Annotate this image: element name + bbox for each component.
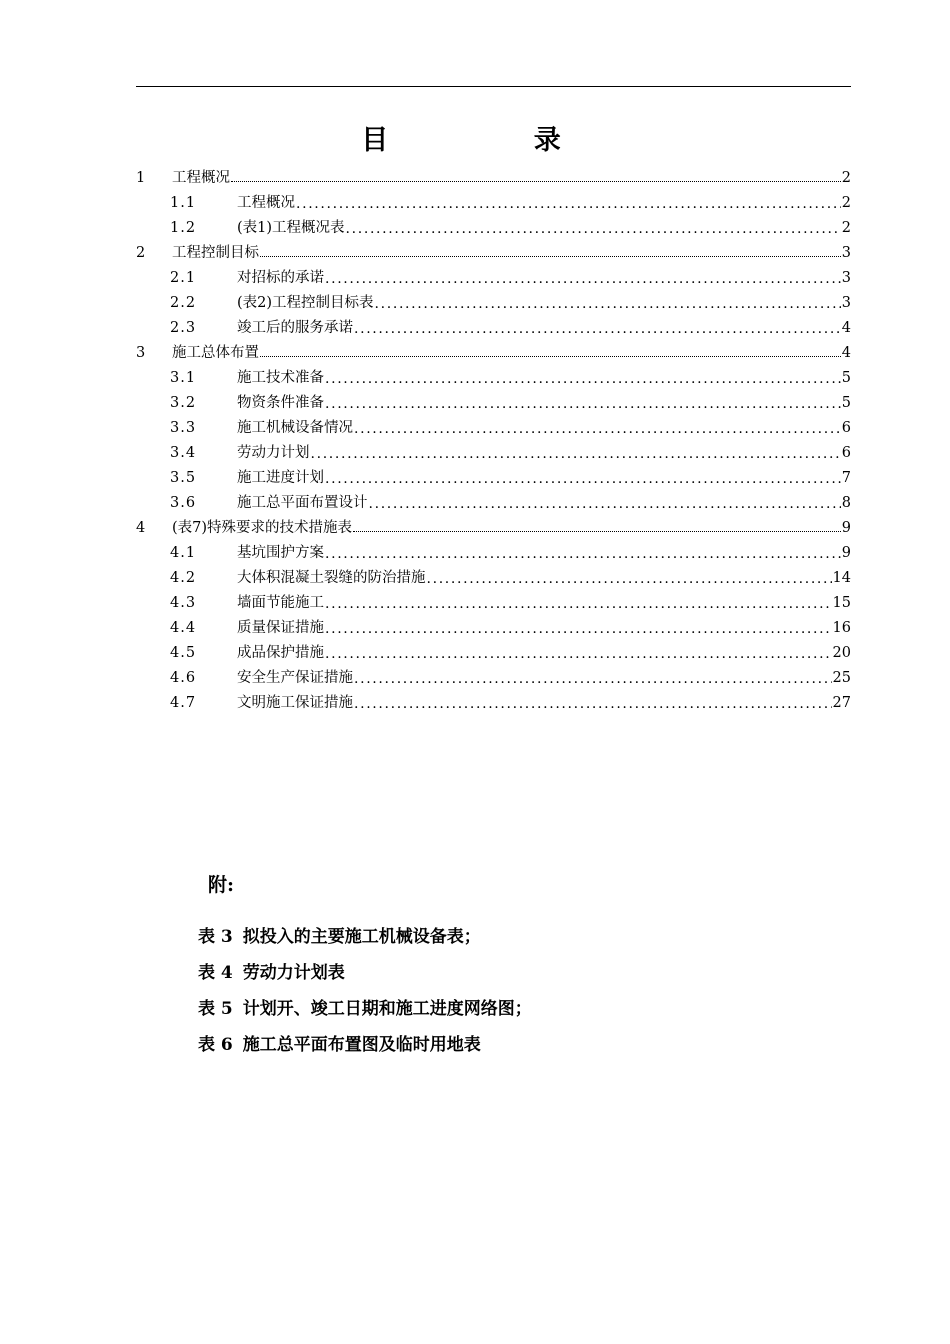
- toc-entry-title: 工程概况: [172, 170, 230, 186]
- appendix-item-text: 施工总平面布置图及临时用地表: [242, 1035, 481, 1055]
- appendix-item: [198, 991, 532, 1027]
- toc-entry-page: 2: [841, 195, 851, 211]
- toc-entry[interactable]: [136, 637, 851, 662]
- toc-entry-title: 工程概况: [237, 195, 295, 211]
- toc-leader-dots: [325, 270, 841, 284]
- toc-entry-number: 1.1: [170, 195, 197, 211]
- header-rule: [136, 86, 851, 87]
- toc-entry[interactable]: [136, 187, 851, 212]
- toc-entry-title: 基坑围护方案: [237, 545, 324, 561]
- toc-leader-dots: [325, 595, 832, 609]
- toc-leader-dots: [325, 370, 841, 384]
- toc-entry-number: 2.2: [170, 295, 197, 311]
- toc-entry-page: 8: [841, 495, 851, 511]
- toc-entry[interactable]: [136, 687, 851, 712]
- toc-entry-number: 3.5: [170, 470, 197, 486]
- toc-entry-number: 1.2: [170, 220, 197, 236]
- toc-entry-title: 安全生产保证措施: [237, 670, 353, 686]
- toc-leader-dots: [325, 620, 832, 634]
- toc-entry-title: 成品保护措施: [237, 645, 324, 661]
- appendix-item-label: 表 6: [198, 1035, 233, 1055]
- toc-entry-number: 4.5: [170, 645, 197, 661]
- toc-entry-number: 4.7: [170, 695, 197, 711]
- toc-entry-page: 3: [841, 270, 851, 286]
- toc-entry-number: 2: [136, 245, 146, 261]
- toc-leader-dots: [311, 445, 841, 459]
- toc-entry-page: 6: [841, 445, 851, 461]
- toc-entry-page: 7: [841, 470, 851, 486]
- toc-entry-title: 施工机械设备情况: [237, 420, 353, 436]
- toc-entry-page: 14: [832, 570, 851, 586]
- toc-entry[interactable]: [136, 287, 851, 312]
- toc-entry-number: 1: [136, 170, 146, 186]
- toc-entry-title: 文明施工保证措施: [237, 695, 353, 711]
- toc-entry-title: 质量保证措施: [237, 620, 324, 636]
- toc-entry[interactable]: [136, 537, 851, 562]
- toc-entry-page: 9: [841, 545, 851, 561]
- toc-entry[interactable]: [136, 387, 851, 412]
- toc-entry-page: 3: [841, 295, 851, 311]
- appendix-item-label: 表 4: [198, 963, 233, 983]
- toc-entry-title: 施工总体布置: [172, 345, 259, 361]
- appendix-item-text: 劳动力计划表: [242, 963, 345, 983]
- toc-leader-dots: [325, 470, 841, 484]
- toc-leader-dots: [260, 355, 841, 357]
- toc-leader-dots: [354, 695, 832, 709]
- toc-entry-page: 3: [841, 245, 851, 261]
- toc-entry-title: 物资条件准备: [237, 395, 324, 411]
- toc-leader-dots: [325, 645, 832, 659]
- toc-leader-dots: [369, 495, 841, 509]
- toc-entry-number: 4.6: [170, 670, 197, 686]
- toc-entry-number: 3.4: [170, 445, 197, 461]
- toc-entry-number: 3: [136, 345, 146, 361]
- toc-leader-dots: [353, 530, 841, 532]
- toc-entry[interactable]: [136, 437, 851, 462]
- toc-entry-number: 3.1: [170, 370, 197, 386]
- toc-entry-title: 劳动力计划: [237, 445, 310, 461]
- toc-entry-title: 对招标的承诺: [237, 270, 324, 286]
- toc-entry-number: 2.1: [170, 270, 197, 286]
- toc-entry[interactable]: [136, 562, 851, 587]
- appendix-item-text: 拟投入的主要施工机械设备表；: [242, 927, 481, 947]
- toc-leader-dots: [354, 420, 841, 434]
- appendix-list: [198, 919, 532, 1063]
- toc-entry[interactable]: [136, 237, 851, 262]
- toc-entry[interactable]: [136, 662, 851, 687]
- toc-entry[interactable]: [136, 512, 851, 537]
- toc-leader-dots: [296, 195, 841, 209]
- toc-entry[interactable]: [136, 212, 851, 237]
- appendix-item-label: 表 3: [198, 927, 233, 947]
- toc-entry[interactable]: [136, 312, 851, 337]
- appendix-item: [198, 955, 532, 991]
- toc-leader-dots: [231, 180, 841, 182]
- toc-entry-title: 施工技术准备: [237, 370, 324, 386]
- toc-entry[interactable]: [136, 487, 851, 512]
- toc-entry-page: 15: [832, 595, 851, 611]
- toc-leader-dots: [375, 295, 841, 309]
- toc-entry-title: 工程控制目标: [172, 245, 259, 261]
- toc-entry[interactable]: [136, 262, 851, 287]
- toc-leader-dots: [354, 670, 832, 684]
- toc-entry-title: 施工总平面布置设计: [237, 495, 368, 511]
- toc-entry-page: 9: [841, 520, 851, 536]
- page-title: 目 录: [361, 125, 629, 156]
- toc-entry-number: 3.2: [170, 395, 197, 411]
- toc-entry-number: 4: [136, 520, 146, 536]
- toc-entry-number: 4.1: [170, 545, 197, 561]
- toc-leader-dots: [427, 570, 832, 584]
- toc-entry[interactable]: [136, 337, 851, 362]
- appendix-item-label: 表 5: [198, 999, 233, 1019]
- toc-entry-page: 25: [832, 670, 851, 686]
- toc-entry-number: 4.3: [170, 595, 197, 611]
- toc-entry-number: 3.3: [170, 420, 197, 436]
- toc-entry-number: 4.4: [170, 620, 197, 636]
- toc-entry-title: (表1)工程概况表: [237, 220, 345, 236]
- toc-entry-number: 3.6: [170, 495, 197, 511]
- toc-leader-dots: [354, 320, 841, 334]
- appendix-item: [198, 919, 532, 955]
- toc-entry-title: 墙面节能施工: [237, 595, 324, 611]
- toc-leader-dots: [260, 255, 841, 257]
- toc-leader-dots: [325, 395, 841, 409]
- toc-entry-page: 27: [832, 695, 851, 711]
- toc-entry[interactable]: [136, 412, 851, 437]
- toc-entry[interactable]: [136, 587, 851, 612]
- toc-entry-number: 2.3: [170, 320, 197, 336]
- appendix: [198, 870, 532, 1063]
- toc-entry[interactable]: [136, 362, 851, 387]
- toc-entry[interactable]: [136, 162, 851, 187]
- toc-entry-title: 大体积混凝土裂缝的防治措施: [237, 570, 426, 586]
- toc-entry-title: 施工进度计划: [237, 470, 324, 486]
- toc-entry-title: (表2)工程控制目标表: [237, 295, 374, 311]
- toc-entry-page: 6: [841, 420, 851, 436]
- appendix-heading: 附:: [208, 874, 235, 896]
- toc-entry-page: 16: [832, 620, 851, 636]
- table-of-contents: [136, 162, 851, 712]
- toc-entry-title: (表7)特殊要求的技术措施表: [172, 520, 353, 536]
- appendix-item: [198, 1027, 532, 1063]
- toc-entry-page: 2: [841, 220, 851, 236]
- toc-entry-title: 竣工后的服务承诺: [237, 320, 353, 336]
- toc-entry[interactable]: [136, 612, 851, 637]
- appendix-item-text: 计划开、竣工日期和施工进度网络图；: [242, 999, 532, 1019]
- toc-entry-page: 20: [832, 645, 851, 661]
- toc-entry-number: 4.2: [170, 570, 197, 586]
- toc-entry[interactable]: [136, 462, 851, 487]
- toc-entry-page: 5: [841, 370, 851, 386]
- toc-leader-dots: [346, 220, 841, 234]
- toc-leader-dots: [325, 545, 841, 559]
- toc-entry-page: 5: [841, 395, 851, 411]
- toc-entry-page: 2: [841, 170, 851, 186]
- toc-entry-page: 4: [841, 345, 851, 361]
- toc-entry-page: 4: [841, 320, 851, 336]
